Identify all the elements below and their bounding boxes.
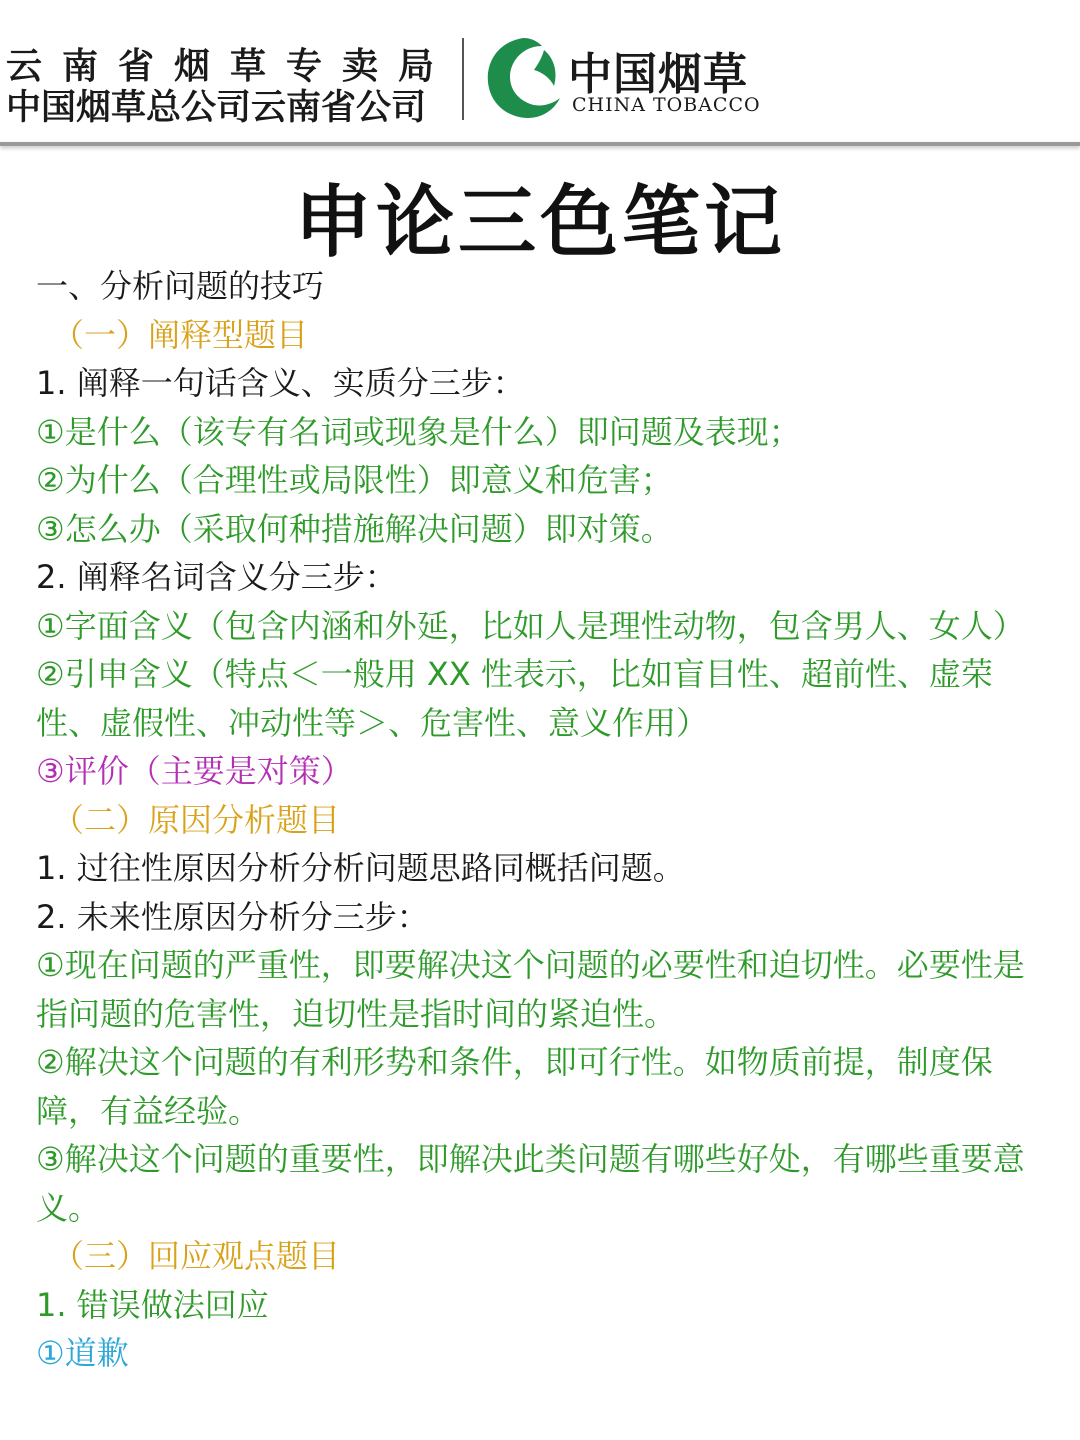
header-divider [462, 38, 464, 120]
brand-name-chinese: 中国烟草 [568, 49, 748, 100]
note-item: ③解决这个问题的重要性，即解决此类问题有哪些好处，有哪些重要意义。 [36, 1140, 1025, 1227]
note-item: ②引申含义（特点＜一般用 XX 性表示，比如盲目性、超前性、虚荣性、虚假性、冲动性等＞、危害性、意义作用） [36, 655, 993, 742]
subsection-heading: （一）阐释型题目 [52, 315, 309, 354]
section-heading: 一、分析问题的技巧 [36, 267, 325, 305]
numbered-point: 2. 未来性原因分析分三步： [36, 897, 429, 936]
brand-name-english: CHINA TOBACCO [572, 94, 761, 116]
note-item: ①是什么（该专有名词或现象是什么）即问题及表现； [36, 412, 801, 451]
note-item: ①道歉 [36, 1334, 129, 1372]
subsection-heading: （三）回应观点题目 [52, 1237, 341, 1275]
subsection-heading: （二）原因分析题目 [52, 800, 341, 839]
header-rule [0, 142, 1080, 146]
org-name-line-1: 云南省烟草专卖局 [6, 46, 455, 87]
note-item: ①字面含义（包含内涵和外延，比如人是理性动物，包含男人、女人） [36, 606, 1025, 645]
china-tobacco-logo-icon [484, 36, 562, 120]
header [0, 0, 1080, 140]
numbered-point: 1. 阐释一句话含义、实质分三步： [36, 364, 525, 402]
numbered-point: 1. 错误做法回应 [36, 1285, 269, 1324]
page-title: 申论三色笔记 [293, 178, 786, 268]
note-item: ①现在问题的严重性，即要解决这个问题的必要性和迫切性。必要性是指问题的危害性，迫切性是指时间的紧迫性。 [36, 946, 1025, 1033]
note-item: ②为什么（合理性或局限性）即意义和危害； [36, 461, 673, 499]
notes-content [36, 262, 1048, 1378]
note-item: ③怎么办（采取何种措施解决问题）即对策。 [36, 509, 673, 548]
note-item: ③评价（主要是对策） [36, 752, 353, 790]
numbered-point: 2. 阐释名词含义分三步： [36, 558, 397, 596]
org-name-line-2: 中国烟草总公司云南省公司 [6, 88, 427, 128]
note-item: ②解决这个问题的有利形势和条件，即可行性。如物质前提，制度保障，有益经验。 [36, 1043, 993, 1130]
numbered-point: 1. 过往性原因分析分析问题思路同概括问题。 [36, 849, 685, 887]
